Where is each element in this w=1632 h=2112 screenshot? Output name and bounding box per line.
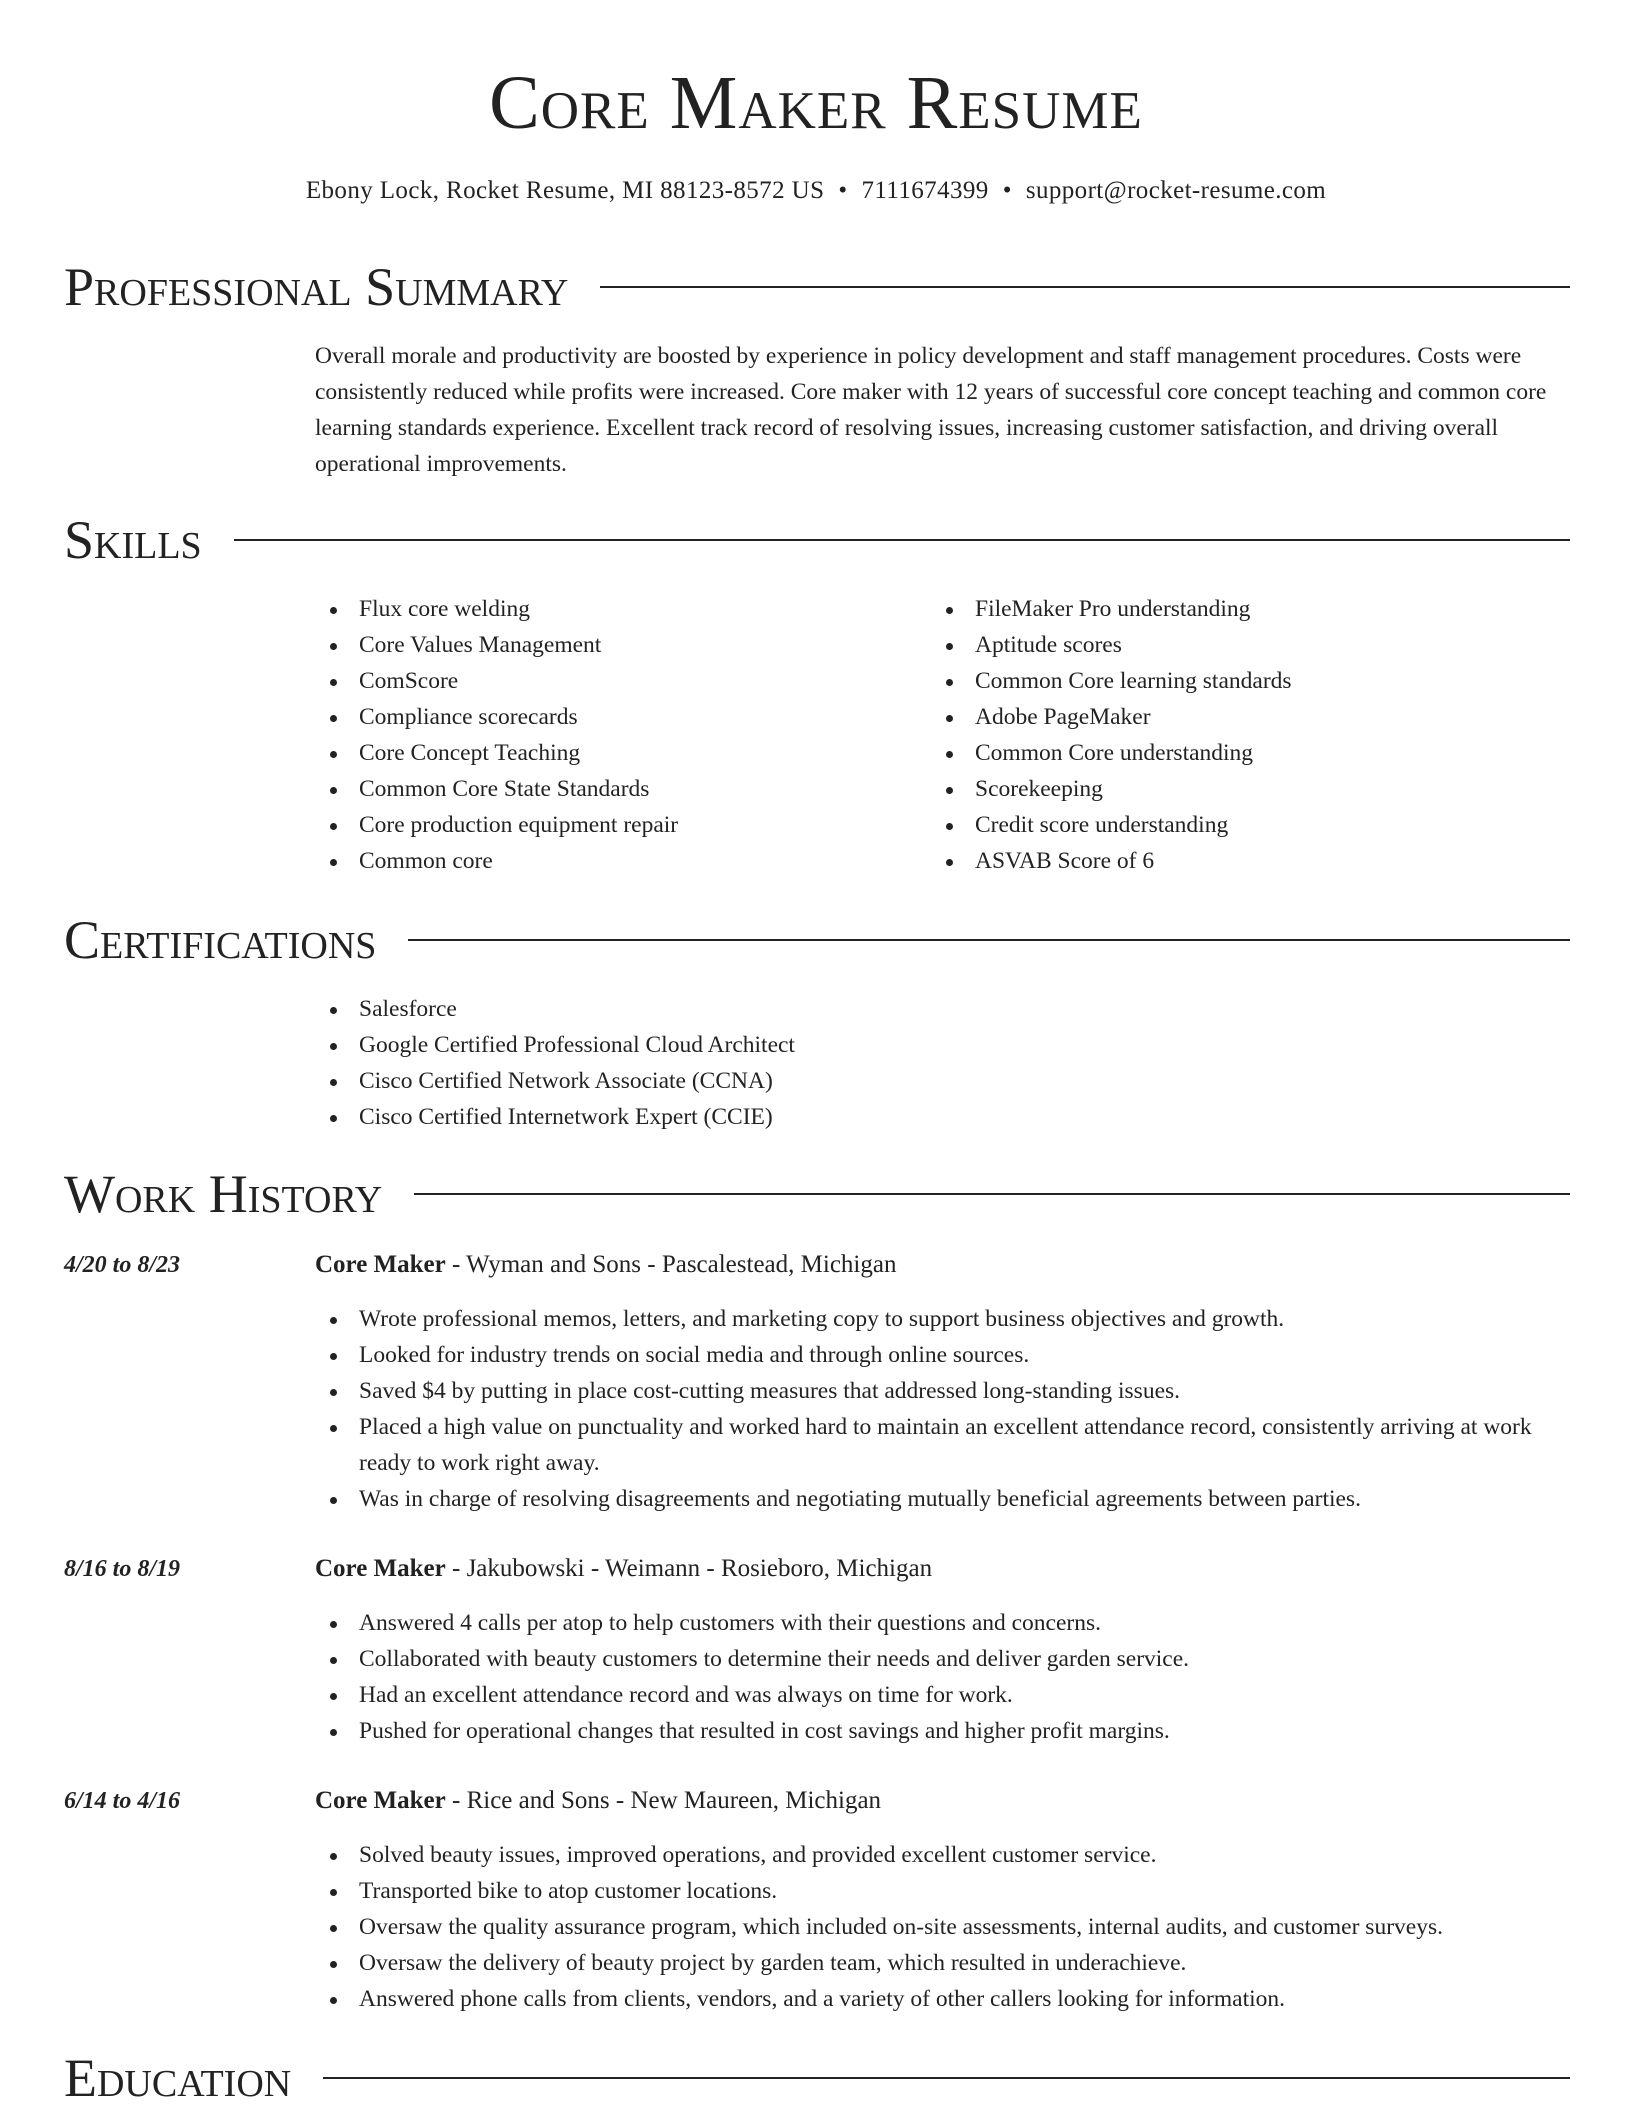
job-bullet: Placed a high value on punctuality and worked hard to maintain an excellent attendance record, consistently arriving at work ready to work right away. [315, 1409, 1571, 1481]
contact-address: Ebony Lock, Rocket Resume, MI 88123-8572 US [305, 177, 825, 204]
section-title-work-history: Work History [64, 1164, 383, 1224]
job-bullet: Oversaw the delivery of beauty project by garden team, which resulted in underachieve. [315, 1945, 1571, 1981]
skill-item: Aptitude scores [931, 627, 1571, 663]
job-bullet: Had an excellent attendance record and was always on time for work. [315, 1677, 1571, 1713]
skills-list-right [931, 591, 1571, 879]
resume-name: Core Maker Resume [489, 61, 1143, 145]
section-title-certifications: Certifications [64, 910, 377, 970]
section-divider [414, 1193, 1570, 1195]
contact-separator: • [1002, 177, 1012, 204]
skill-item: Core Concept Teaching [315, 735, 915, 771]
job-heading [315, 1247, 896, 1283]
job-employer: - Wyman and Sons - Pascalestead, Michigan [445, 1251, 897, 1278]
job-dates: 4/20 to 8/23 [64, 1252, 181, 1278]
job-employer: - Jakubowski - Weimann - Rosieboro, Michigan [445, 1555, 933, 1582]
skill-item: Compliance scorecards [315, 699, 915, 735]
section-title-skills: Skills [64, 510, 202, 570]
section-header-skills [64, 508, 1570, 572]
job-role: Core Maker [315, 1555, 446, 1582]
contact-phone: 7111674399 [861, 177, 989, 204]
skills-list-left [315, 591, 915, 879]
job-bullet: Transported bike to atop customer locations. [315, 1873, 1571, 1909]
section-header-summary [64, 255, 1570, 319]
skill-item: Adobe PageMaker [931, 699, 1571, 735]
certification-item: Salesforce [315, 991, 1571, 1027]
certifications-list [315, 991, 1571, 1135]
section-divider [234, 539, 1570, 541]
section-title-education: Education [64, 2048, 292, 2108]
section-title-summary: Professional Summary [64, 257, 569, 317]
section-divider [408, 939, 1570, 941]
skill-item: Common core [315, 843, 915, 879]
job-role: Core Maker [315, 1787, 446, 1814]
job-bullet: Was in charge of resolving disagreements and negotiating mutually beneficial agreements between parties. [315, 1481, 1571, 1517]
job-bullets [315, 1605, 1571, 1749]
job-bullet: Oversaw the quality assurance program, which included on-site assessments, internal audits, and customer surveys. [315, 1909, 1571, 1945]
job-bullets [315, 1301, 1571, 1517]
job-bullets [315, 1837, 1571, 2017]
skill-item: Common Core understanding [931, 735, 1571, 771]
skill-item: Credit score understanding [931, 807, 1571, 843]
job-heading [315, 1783, 881, 1819]
job-bullet: Pushed for operational changes that resulted in cost savings and higher profit margins. [315, 1713, 1571, 1749]
contact-line [0, 174, 1632, 208]
skill-item: ASVAB Score of 6 [931, 843, 1571, 879]
job-employer: - Rice and Sons - New Maureen, Michigan [445, 1787, 882, 1814]
contact-email: support@rocket-resume.com [1025, 177, 1327, 204]
contact-separator: • [838, 177, 848, 204]
skill-item: ComScore [315, 663, 915, 699]
job-bullet: Answered phone calls from clients, vendors, and a variety of other callers looking for information. [315, 1981, 1571, 2017]
skill-item: FileMaker Pro understanding [931, 591, 1571, 627]
section-header-certifications [64, 908, 1570, 972]
job-bullet: Solved beauty issues, improved operations, and provided excellent customer service. [315, 1837, 1571, 1873]
certification-item: Cisco Certified Internetwork Expert (CCIE) [315, 1099, 1571, 1135]
skill-item: Common Core State Standards [315, 771, 915, 807]
job-bullet: Saved $4 by putting in place cost-cutting measures that addressed long-standing issues. [315, 1373, 1571, 1409]
job-bullet: Looked for industry trends on social media and through online sources. [315, 1337, 1571, 1373]
certification-item: Cisco Certified Network Associate (CCNA) [315, 1063, 1571, 1099]
job-heading [315, 1551, 932, 1587]
skill-item: Common Core learning standards [931, 663, 1571, 699]
section-divider [323, 2077, 1570, 2079]
section-divider [600, 286, 1570, 288]
job-bullet: Collaborated with beauty customers to determine their needs and deliver garden service. [315, 1641, 1571, 1677]
job-bullet: Answered 4 calls per atop to help customers with their questions and concerns. [315, 1605, 1571, 1641]
skill-item: Scorekeeping [931, 771, 1571, 807]
summary-text: Overall morale and productivity are boosted by experience in policy development and staff management procedures. Costs were consistently reduced while profits were increased. Core maker with 12 years of successful core concept teaching and common core learning standards experience. Excellent track record of resolving issues, increasing customer satisfaction, and driving overall operational improvements. [315, 343, 1547, 477]
skill-item: Core production equipment repair [315, 807, 915, 843]
job-role: Core Maker [315, 1251, 446, 1278]
skill-item: Core Values Management [315, 627, 915, 663]
certification-item: Google Certified Professional Cloud Architect [315, 1027, 1571, 1063]
section-header-work-history [64, 1162, 1570, 1226]
section-header-education [64, 2046, 1570, 2110]
job-dates: 8/16 to 8/19 [64, 1556, 181, 1582]
skill-item: Flux core welding [315, 591, 915, 627]
job-dates: 6/14 to 4/16 [64, 1788, 181, 1814]
job-bullet: Wrote professional memos, letters, and marketing copy to support business objectives and growth. [315, 1301, 1571, 1337]
